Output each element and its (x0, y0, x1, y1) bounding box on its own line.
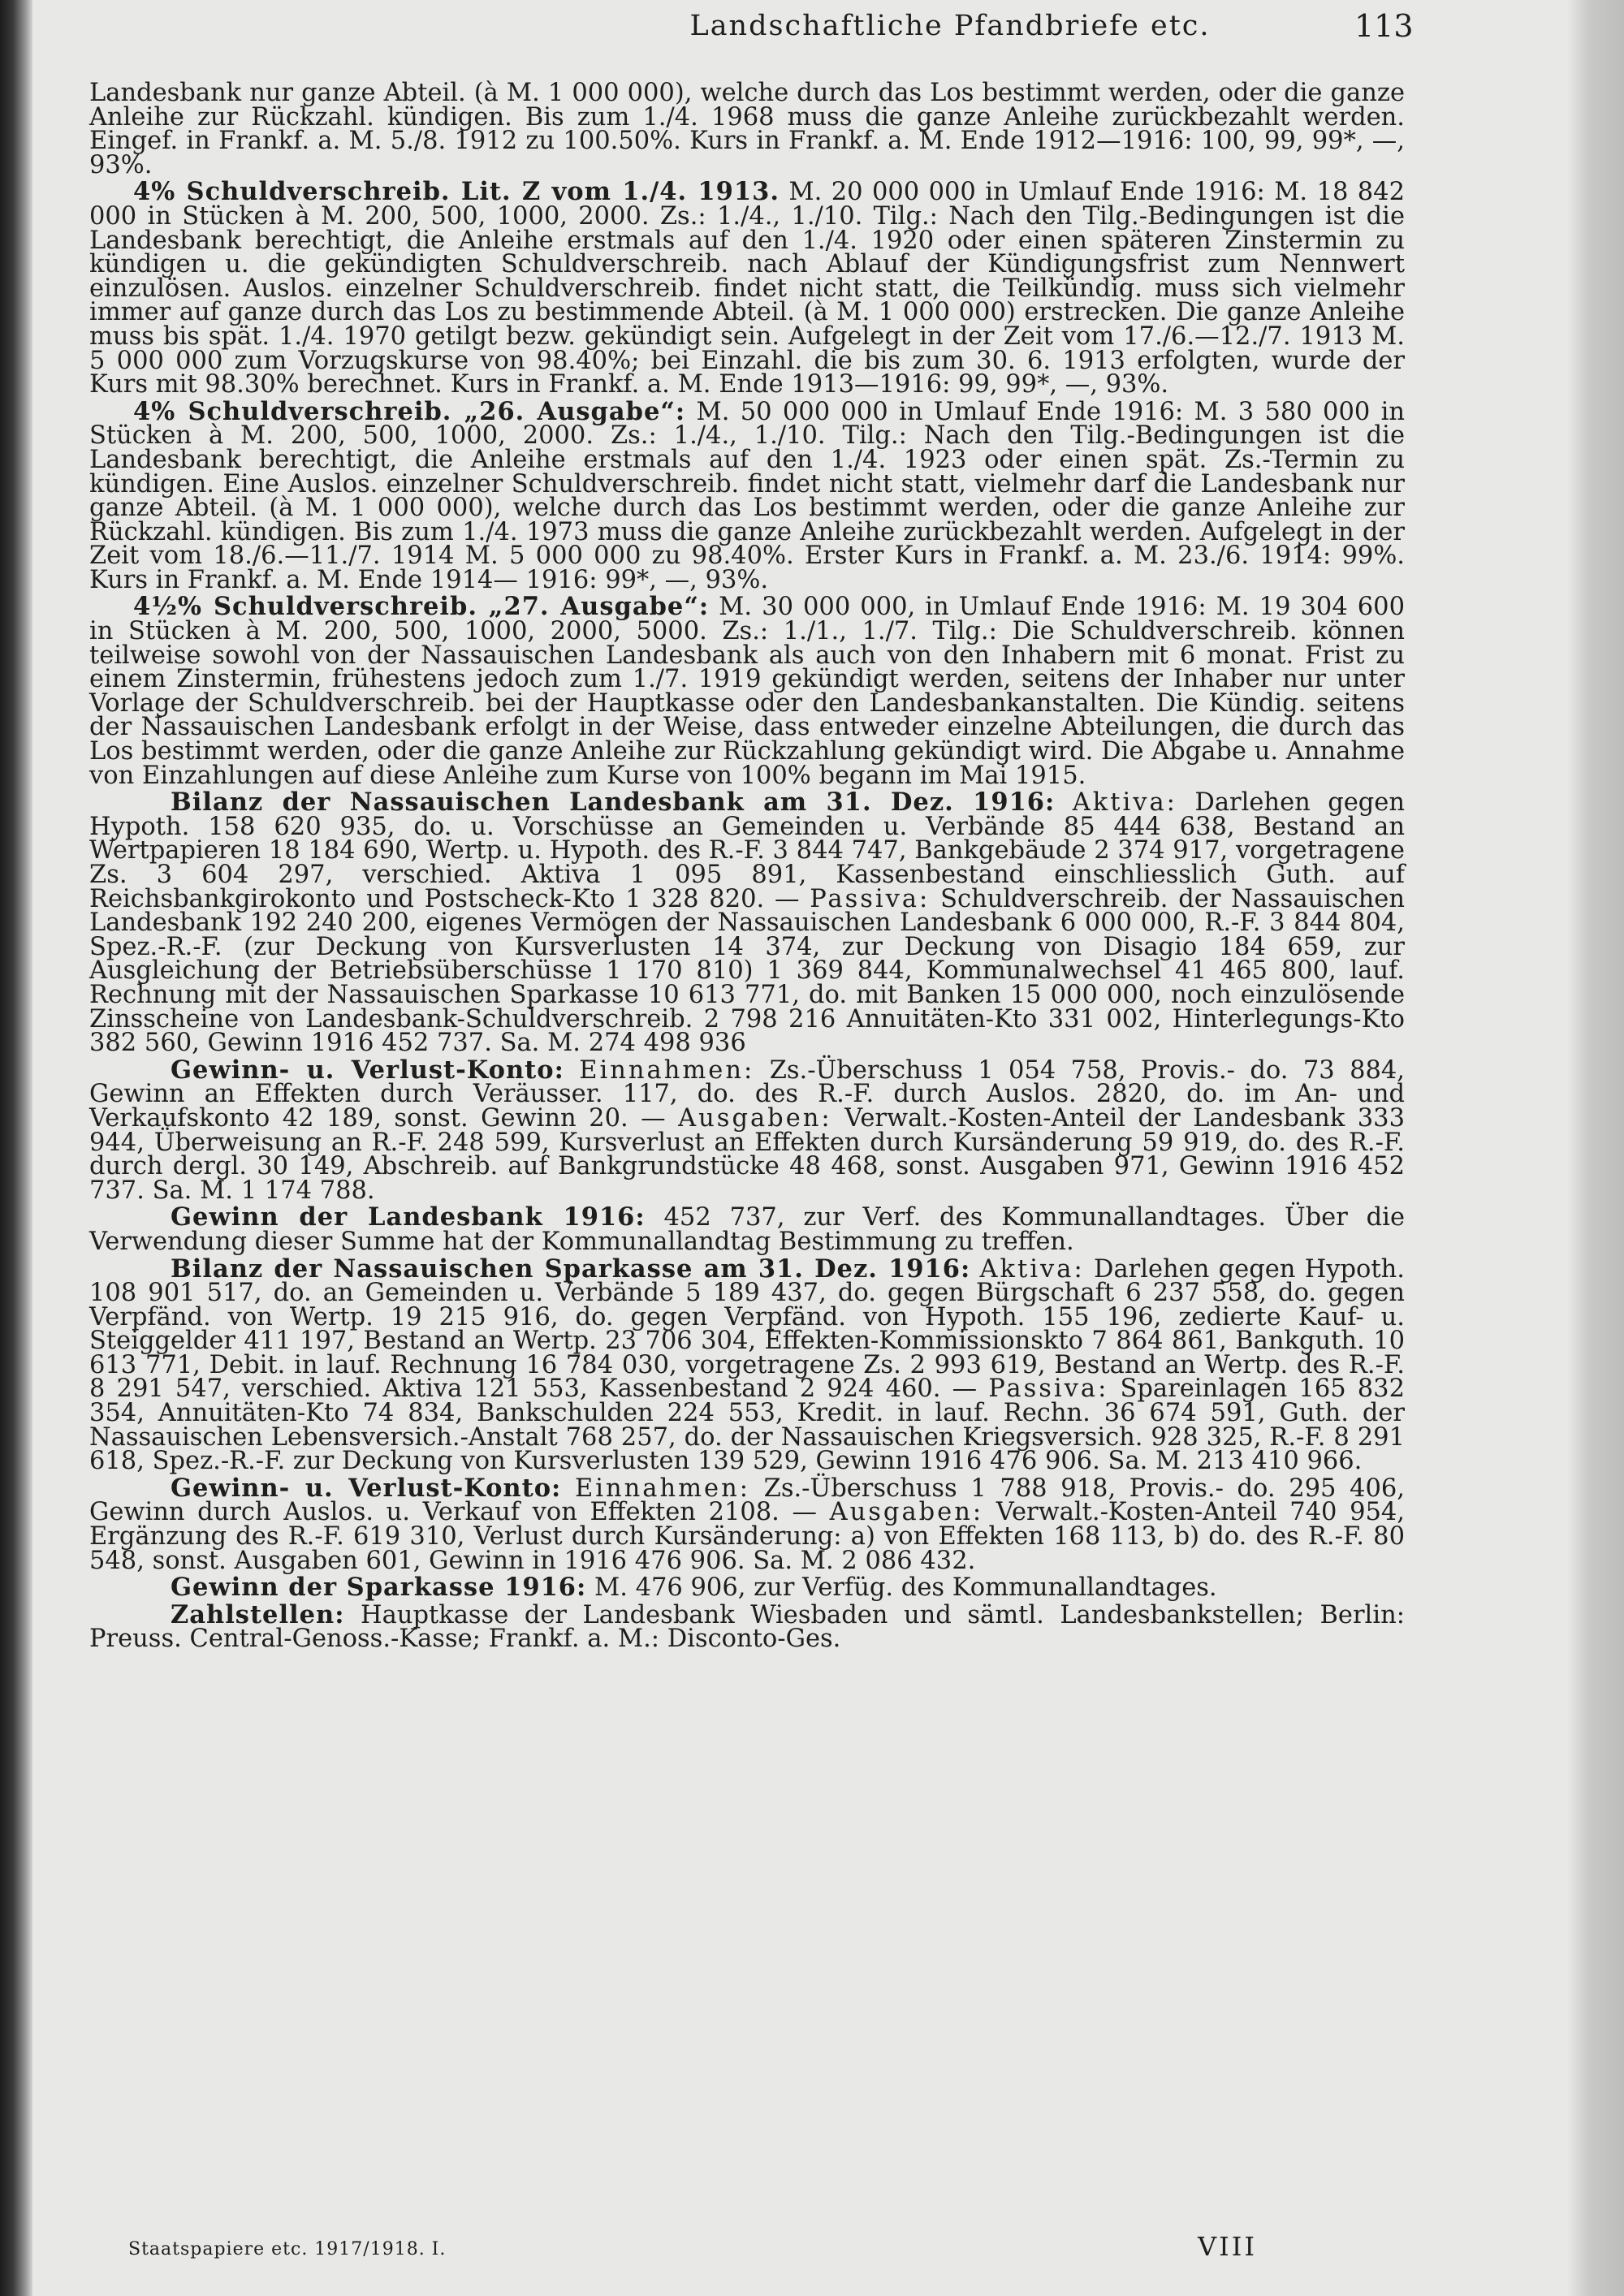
paragraph-bilanz-sparkasse: Bilanz der Nassauischen Sparkasse am 31. Dez. 1916: Aktiva: Darlehen gegen Hypoth. 108 901 517, do. an Gemeinden u. Verbände 5 189 437, do. gegen Bürgschaft 6 237 558, do. gegen Verpfänd. von Wertp. 19 215 916, do. gegen Verpfänd. von Hypoth. 155 196, zedierte Kauf- u. Steiggelder 411 197, Bestand an Wertp. 23 706 304, Effekten-Kommissionskto 7 864 861, Bankguth. 10 613 771, Debit. in lauf. Rechnung 16 784 030, vorgetragene Zs. 2 993 619, Bestand an Wertp. des R.-F. 8 291 547, verschied. Aktiva 121 553, Kassenbestand 2 924 460. — Passiva: Spareinlagen 165 832 354, Annuitäten-Kto 74 834, Bankschulden 224 553, Kredit. in lauf. Rechn. 36 674 591, Guth. der Nassauischen Lebensversich.-Anstalt 768 257, do. der Nassauischen Kriegsversich. 928 325, R.-F. 8 291 618, Spez.-R.-F. zur Deckung von Kursverlusten 139 529, Gewinn 1916 476 906. Sa. M. 213 410 966. (89, 1254, 1406, 1476)
heading-bilanz-landesbank: Bilanz der Nassauischen Landesbank am 31. Dez. 1916: (171, 788, 1056, 818)
running-title: Landschaftliche Pfandbriefe etc. (689, 10, 1211, 42)
footer-sheet-number: VIII (1198, 2231, 1258, 2262)
heading-gewinn-sparkasse: Gewinn der Sparkasse 1916: (171, 1573, 587, 1603)
body-text (89, 81, 1405, 1655)
paragraph-lit-z: 4% Schuldverschreib. Lit. Z vom 1./4. 1913. M. 20 000 000 in Umlauf Ende 1916: M. 18 842 000 in Stücken à M. 200, 500, 1000, 2000. Zs.: 1./4., 1./10. Tilg.: Nach den Tilg.-Bedingungen ist die Landesbank berechtigt, die Anleihe erstmals auf den 1./4. 1920 oder einen späteren Zinstermin zu kündigen u. die gekündigten Schuldverschreib. nach Ablauf der Kündigungsfrist zum Nennwert einzulösen. Auslos. einzelner Schuldverschreib. findet nicht statt, die Teilkündig. muss sich vielmehr immer auf ganze durch das Los zu bestimmende Abteil. (à M. 1 000 000) erstrecken. Die ganze Anleihe muss bis spät. 1./4. 1970 getilgt bezw. gekündigt sein. Aufgelegt in der Zeit vom 17./6.—12./7. 1913 M. 5 000 000 zum Vorzugskurse von 98.40%; bei Einzahl. die bis zum 30. 6. 1913 erfolgten, wurde der Kurs mit 98.30% berechnet. Kurs in Frankf. a. M. Ende 1913—1916: 99, 99*, —, 93%. (89, 177, 1405, 399)
paragraph-landesbank-continuation: Landesbank nur ganze Abteil. (à M. 1 000 000), welche durch das Los bestimmt werden, oder die ganze Anleihe zur Rückzahl. kündigen. Bis zum 1./4. 1968 muss die ganze Anleihe zurückbezahlt werden. Eingef. in Frankf. a. M. 5./8. 1912 zu 100.50%. Kurs in Frankf. a. M. Ende 1912—1916: 100, 99, 99*, —, 93%. (89, 79, 1405, 179)
paragraph-gewinn-sparkasse: Gewinn der Sparkasse 1916: M. 476 906, zur Verfüg. des Kommunallandtages. (171, 1573, 1217, 1603)
paragraph-26-ausgabe: 4% Schuldverschreib. „26. Ausgabe“: M. 50 000 000 in Umlauf Ende 1916: M. 3 580 000 in Stücken à M. 200, 500, 1000, 2000. Zs.: 1./4., 1./10. Tilg.: Nach den Tilg.-Bedingungen ist die Landesbank berechtigt, die Anleihe erstmals auf den 1./4. 1923 oder einen spät. Zs.-Termin zu kündigen. Eine Auslos. einzelner Schuldverschreib. findet nicht statt, vielmehr darf die Landesbank nur ganze Abteil. (à M. 1 000 000), welche durch das Los bestimmt werden, oder die ganze Anleihe zur Rückzahl. kündigen. Bis zum 1./4. 1973 muss die ganze Anleihe zurückbezahlt werden. Aufgelegt in der Zeit vom 18./6.—11./7. 1914 M. 5 000 000 zu 98.40%. Erster Kurs in Frankf. a. M. 23./6. 1914: 99%. Kurs in Frankf. a. M. Ende 1914— 1916: 99*, —, 93%. (89, 396, 1405, 594)
heading-guv-sparkasse: Gewinn- u. Verlust-Konto: (171, 1473, 562, 1503)
heading-zahlstellen: Zahlstellen: (171, 1599, 345, 1629)
paragraph-bilanz-landesbank: Bilanz der Nassauischen Landesbank am 31. Dez. 1916: Aktiva: Darlehen gegen Hypoth. 158 620 935, do. u. Vorschüsse an Gemeinden u. Verbände 85 444 638, Bestand an Wertpapieren 18 184 690, Wertp. u. Hypoth. des R.-F. 3 844 747, Bankgebäude 2 374 917, vorgetragene Zs. 3 604 297, verschied. Aktiva 1 095 891, Kassenbestand einschliesslich Guth. auf Reichsbankgirokonto und Postscheck-Kto 1 328 820. — Passiva: Schuldverschreib. der Nassauischen Landesbank 192 240 200, eigenes Vermögen der Nassauischen Landesbank 6 000 000, R.-F. 3 844 804, Spez.-R.-F. (zur Deckung von Kursverlusten 14 374, zur Deckung von Disagio 184 659, zur Ausgleichung der Betriebsüberschüsse 1 170 810) 1 369 844, Kommunalwechsel 41 465 800, lauf. Rechnung mit der Nassauischen Sparkasse 10 613 771, do. mit Banken 15 000 000, noch einzulösende Zinsscheine von Landesbank-Schuldverschreib. 2 798 216 Annuitäten-Kto 331 002, Hinterlegungs-Kto 382 560, Gewinn 1916 452 737. Sa. M. 274 498 936 (89, 788, 1406, 1058)
heading-26-ausgabe: 4% Schuldverschreib. „26. Ausgabe“: (133, 396, 686, 426)
paragraph-zahlstellen: Zahlstellen: Hauptkasse der Landesbank Wiesbaden und sämtl. Landesbankstellen; Berlin: Preuss. Central-Genoss.-Kasse; Frankf. a. M.: Disconto-Ges. (89, 1599, 1405, 1654)
heading-gewinn-landesbank: Gewinn der Landesbank 1916: (171, 1202, 646, 1232)
paragraph-gewinn-landesbank: Gewinn der Landesbank 1916: 452 737, zur Verf. des Kommunallandtages. Über die Verwendung dieser Summe hat der Kommunallandtag Bestimmung zu treffen. (89, 1202, 1405, 1256)
heading-guv-landesbank: Gewinn- u. Verlust-Konto: (171, 1055, 564, 1085)
paragraph-guv-landesbank: Gewinn- u. Verlust-Konto: Einnahmen: Zs.-Überschuss 1 054 758, Provis.- do. 73 884, Gewinn an Effekten durch Veräusser. 117, do. des R.-F. durch Auslos. 2820, do. im An- und Verkaufskonto 42 189, sonst. Gewinn 20. — Ausgaben: Verwalt.-Kosten-Anteil der Landesbank 333 944, Überweisung an R.-F. 248 599, Kursverlust an Effekten durch Kursänderung 59 919, do. des R.-F. durch dergl. 30 149, Abschreib. auf Bankgrundstücke 48 468, sonst. Ausgaben 971, Gewinn 1916 452 737. Sa. M. 1 174 788. (89, 1055, 1405, 1205)
book-spine-shadow (0, 0, 32, 2296)
heading-bilanz-sparkasse: Bilanz der Nassauischen Sparkasse am 31. Dez. 1916: (171, 1254, 971, 1284)
page-number: 113 (1354, 8, 1414, 44)
heading-27-ausgabe: 4½% Schuldverschreib. „27. Ausgabe“: (133, 592, 710, 622)
heading-lit-z: 4% Schuldverschreib. Lit. Z vom 1./4. 1913. (133, 177, 780, 207)
paragraph-27-ausgabe: 4½% Schuldverschreib. „27. Ausgabe“: M. 30 000 000, in Umlauf Ende 1916: M. 19 304 600 in Stücken à M. 200, 500, 1000, 2000, 5000. Zs.: 1./1., 1./7. Tilg.: Die Schuldverschreib. können teilweise sowohl von der Nassauischen Landesbank als auch von den Inhabern mit 6 monat. Frist zu einem Zinstermin, frühestens jedoch zum 1./7. 1919 gekündigt werden, seitens der Inhaber nur unter Vorlage der Schuldverschreib. bei der Hauptkasse oder den Landesbankanstalten. Die Kündig. seitens der Nassauischen Landesbank erfolgt in der Weise, dass entweder einzelne Abteilungen, die durch das Los bestimmt werden, oder die ganze Anleihe zur Rückzahlung gekündigt wird. Die Abgabe u. Annahme von Einzahlungen auf diese Anleihe zum Kurse von 100% begann im Mai 1915. (89, 592, 1405, 790)
footer-signature-line: Staatspapiere etc. 1917/1918. I. (128, 2239, 447, 2259)
page-edge-shadow (1567, 0, 1624, 2296)
paragraph-guv-sparkasse: Gewinn- u. Verlust-Konto: Einnahmen: Zs.-Überschuss 1 788 918, Provis.- do. 295 406, Gewinn durch Auslos. u. Verkauf von Effekten 2108. — Ausgaben: Verwalt.-Kosten-Anteil 740 954, Ergänzung des R.-F. 619 310, Verlust durch Kursänderung: a) von Effekten 168 113, b) do. des R.-F. 80 548, sonst. Ausgaben 601, Gewinn in 1916 476 906. Sa. M. 2 086 432. (89, 1473, 1405, 1575)
